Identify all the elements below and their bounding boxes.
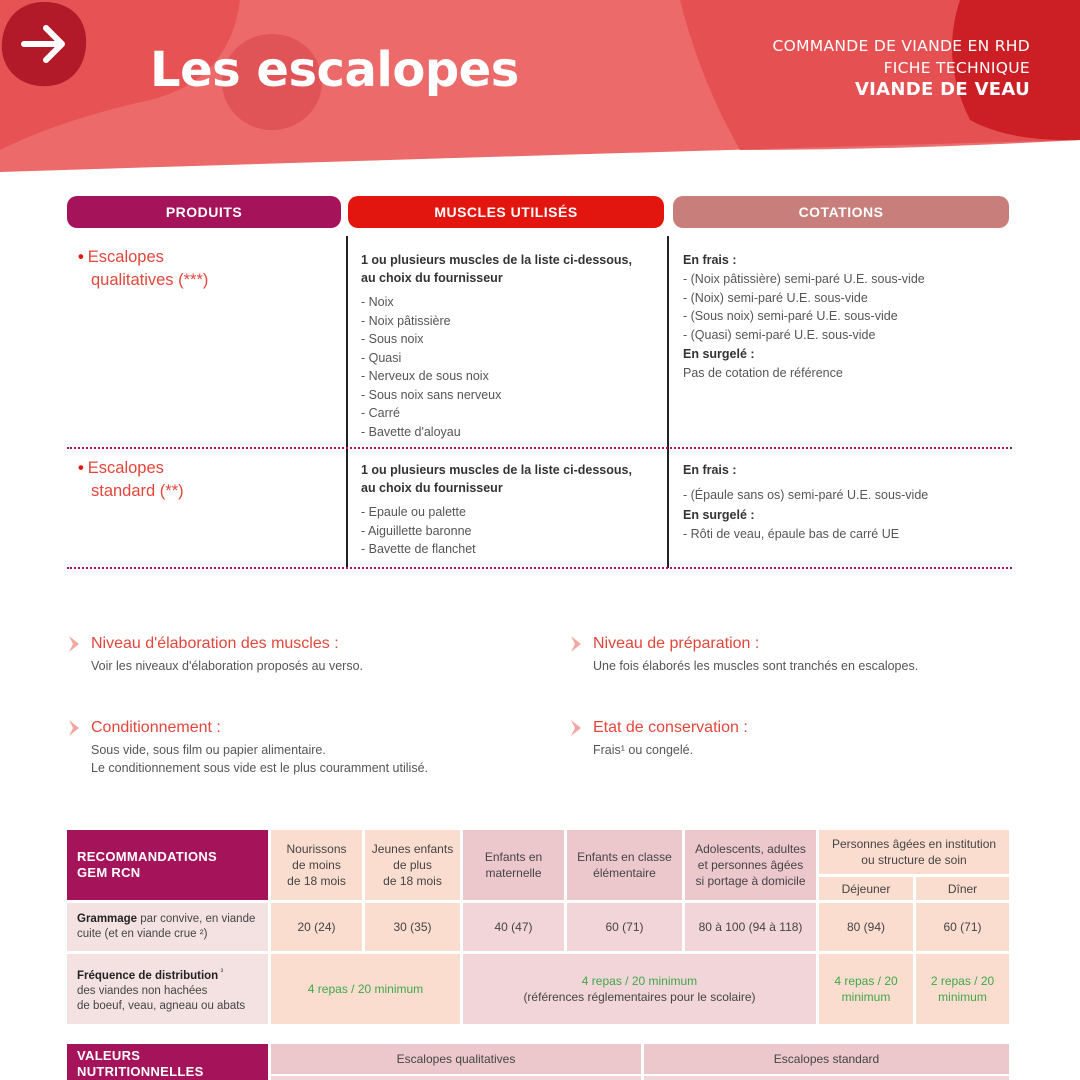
list-item: - Epaule ou palette	[361, 505, 466, 519]
list-item: - Quasi	[361, 350, 402, 365]
column-header-produits: PRODUITS	[67, 196, 341, 228]
grammage-value: 80 (94)	[819, 903, 913, 951]
grammage-value: 20 (24)	[271, 903, 362, 951]
recommandations-header: RECOMMANDATIONS GEM RCN	[67, 830, 268, 900]
frequence-infants: 4 repas / 20 minimum	[271, 954, 460, 1024]
nutrition-col-standard: Escalopes standard	[644, 1044, 1009, 1074]
header-line-2: FICHE TECHNIQUE	[883, 59, 1030, 77]
nutrition-col-qualitatives: Escalopes qualitatives	[271, 1044, 641, 1074]
cotations-qualitatives: En frais : - (Noix pâtissière) semi-paré U.E. sous-vide - (Noix) semi-paré U.E. sous-vide - (Sous noix) semi-paré U.E. sous-vide - (Quasi) semi-paré U.E. sous-vide En surgelé : Pas de cotation de référence	[683, 250, 1003, 383]
frequence-diner: 2 repas / 20 minimum	[916, 954, 1009, 1024]
grammage-value: 30 (35)	[365, 903, 460, 951]
header-maternelle: Enfants en maternelle	[463, 830, 564, 900]
column-header-cotations: COTATIONS	[673, 196, 1009, 228]
chevron-right-icon	[67, 635, 81, 653]
header-elementaire: Enfants en classe élémentaire	[567, 830, 682, 900]
info-preparation: Niveau de préparation : Une fois élaborés les muscles sont tranchés en escalopes.	[569, 633, 989, 675]
chevron-right-icon	[67, 719, 81, 737]
header-diner: Dîner	[916, 877, 1009, 900]
grammage-value: 80 à 100 (94 à 118)	[685, 903, 816, 951]
nutrition-subrow	[644, 1076, 1009, 1080]
row-label-grammage: Grammage par convive, en viande cuite (et en viande crue ²)	[67, 903, 268, 951]
page-title: Les escalopes	[150, 42, 519, 98]
list-item: - (Noix pâtissière) semi-paré U.E. sous-vide	[683, 272, 925, 286]
arrow-right-icon	[0, 0, 88, 88]
frequence-dejeuner: 4 repas / 20 minimum	[819, 954, 913, 1024]
list-item: - Nerveux de sous noix	[361, 369, 489, 383]
list-item: - Carré	[361, 406, 400, 420]
row-label-frequence: Fréquence de distribution $^{^3}$ des viandes non hachées de boeuf, veau, agneau ou abats	[67, 954, 268, 1024]
list-item: - Bavette d'aloyau	[361, 424, 461, 439]
list-item: - Rôti de veau, épaule bas de carré UE	[683, 526, 900, 541]
list-item: - Bavette de flanchet	[361, 542, 476, 556]
column-header-muscles: MUSCLES UTILISÉS	[348, 196, 664, 228]
list-item: - (Quasi) semi-paré U.E. sous-vide	[683, 327, 876, 342]
list-item: Pas de cotation de référence	[683, 366, 843, 380]
info-conservation: Etat de conservation : Frais¹ ou congelé.	[569, 717, 989, 759]
header-adolescents: Adolescents, adultes et personnes âgées si portage à domicile	[685, 830, 816, 900]
row-divider	[67, 567, 1012, 569]
nutrition-header: VALEURS NUTRITIONNELLES	[67, 1044, 268, 1080]
muscles-list-standard: 1 ou plusieurs muscles de la liste ci-dessous, au choix du fournisseur - Epaule ou palette - Aiguillette baronne - Bavette de flanchet	[361, 461, 661, 559]
info-elaboration: Niveau d'élaboration des muscles : Voir les niveaux d'élaboration proposés au verso.	[67, 633, 487, 675]
list-item: - (Épaule sans os) semi-paré U.E. sous-vide	[683, 488, 929, 502]
list-item: - Sous noix	[361, 332, 424, 346]
cotations-standard: En frais : - (Épaule sans os) semi-paré U.E. sous-vide En surgelé : - Rôti de veau, épaule bas de carré UE	[683, 460, 1003, 543]
product-qualitatives: • Escalopes qualitatives (***)	[78, 248, 209, 289]
row-divider	[67, 447, 1012, 449]
list-item: - Noix pâtissière	[361, 313, 451, 328]
list-item: - Aiguillette baronne	[361, 523, 472, 538]
frequence-school: 4 repas / 20 minimum (références réglementaires pour le scolaire)	[463, 954, 816, 1024]
header-personnes-agees: Personnes âgées en institution ou structure de soin	[819, 830, 1009, 874]
chevron-right-icon	[569, 635, 583, 653]
grammage-value: 60 (71)	[567, 903, 682, 951]
nutrition-subrow	[271, 1076, 641, 1080]
header-dejeuner: Déjeuner	[819, 877, 913, 900]
header-subtitle	[773, 35, 1030, 101]
header-line-1: COMMANDE DE VIANDE EN RHD	[772, 37, 1030, 55]
header-jeunes-enfants: Jeunes enfants de plus de 18 mois	[365, 830, 460, 900]
list-item: - Noix	[361, 295, 394, 309]
column-divider	[667, 236, 669, 568]
header-line-3: VIANDE DE VEAU	[854, 79, 1030, 100]
product-standard: • Escalopes standard (**)	[78, 459, 184, 500]
list-item: - Sous noix sans nerveux	[361, 387, 502, 402]
list-item: - (Sous noix) semi-paré U.E. sous-vide	[683, 309, 898, 323]
grammage-value: 40 (47)	[463, 903, 564, 951]
list-item: - (Noix) semi-paré U.E. sous-vide	[683, 290, 868, 305]
column-divider	[346, 236, 348, 568]
header-nourrissons: Nourissons de moins de 18 mois	[271, 830, 362, 900]
grammage-value: 60 (71)	[916, 903, 1009, 951]
chevron-right-icon	[569, 719, 583, 737]
page-header	[0, 0, 1080, 175]
muscles-list-qualitatives: 1 ou plusieurs muscles de la liste ci-dessous, au choix du fournisseur - Noix - Noix pâtissière - Sous noix - Quasi - Nerveux de sous noix - Sous noix sans nerveux - Carré - Bavette d'aloyau	[361, 251, 661, 441]
info-conditionnement: Conditionnement : Sous vide, sous film ou papier alimentaire. Le conditionnement sous vide est le plus couramment utilisé.	[67, 717, 487, 777]
